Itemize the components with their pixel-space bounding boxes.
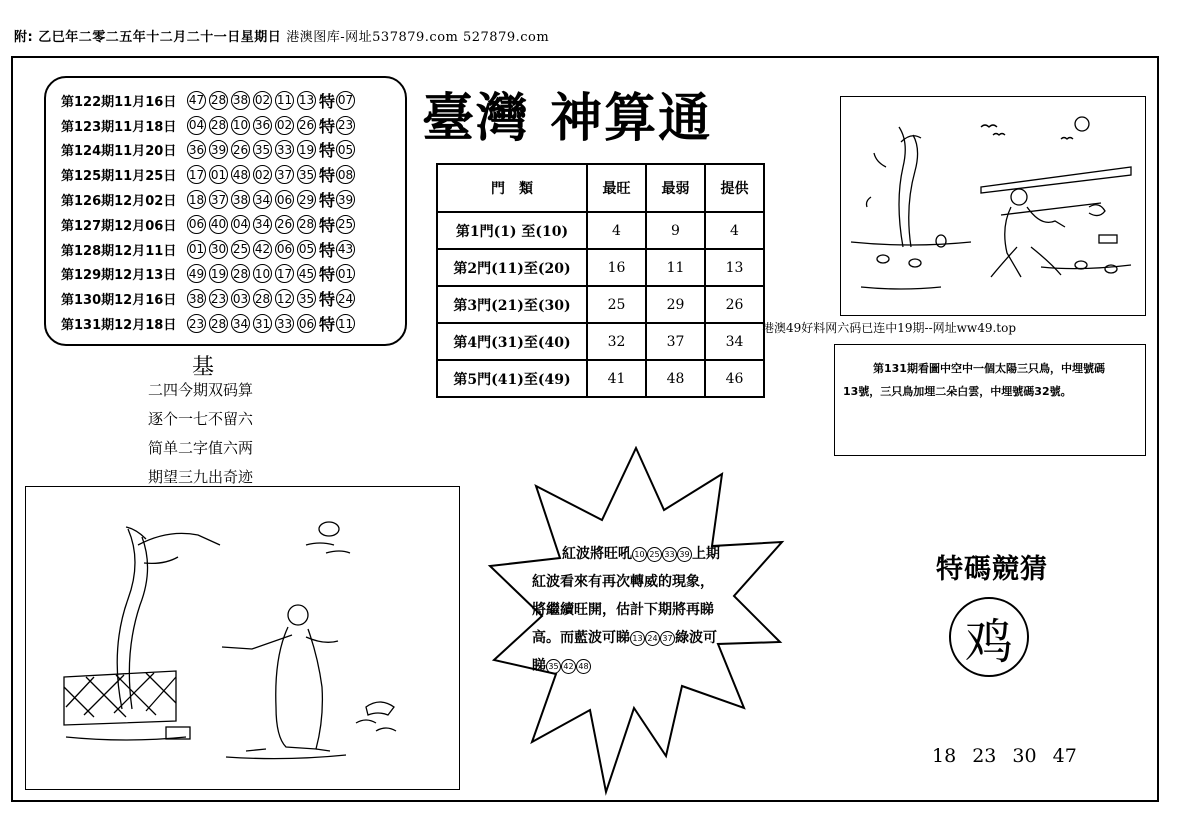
number-ball: 06 (275, 240, 294, 259)
date-text: 附: 乙巳年二零二五年十二月二十一日星期日 (14, 30, 282, 45)
star-line (532, 540, 764, 568)
cloud-lines (306, 543, 350, 553)
table-cell: 46 (705, 360, 764, 397)
table-cell: 48 (646, 360, 705, 397)
table-cell: 11 (646, 249, 705, 286)
number-ball: 36 (187, 140, 206, 159)
special-ball: 05 (336, 140, 355, 159)
star-line-text: 綠波可 (675, 630, 717, 646)
tree-trunk (117, 529, 147, 709)
poem-line: 二四今期双码算 (148, 381, 254, 399)
special-marker: 特 (319, 141, 336, 161)
poem-line: 逐个一七不留六 (148, 410, 254, 428)
number-ball: 26 (297, 116, 316, 135)
number-ball: 33 (275, 314, 294, 333)
table-row (437, 286, 764, 323)
monk-body (991, 207, 1065, 277)
number-ball: 25 (231, 240, 250, 259)
rock-shape (909, 259, 921, 267)
table-cell: 26 (705, 286, 764, 323)
number-ball: 04 (187, 116, 206, 135)
table-cell: 4 (705, 212, 764, 249)
number-ball: 10 (253, 264, 272, 283)
number-ball: 45 (297, 264, 316, 283)
guess-title: 特碼競猜 (936, 554, 1048, 585)
hint-box (834, 344, 1146, 456)
special-marker: 特 (319, 116, 336, 136)
header-cell: 門 類 (437, 164, 587, 212)
number-ball: 28 (297, 215, 316, 234)
number-ball: 30 (209, 240, 228, 259)
history-list (44, 76, 407, 346)
number-ball: 01 (187, 240, 206, 259)
number-ball: 48 (231, 165, 250, 184)
number-ball: 13 (630, 631, 645, 646)
number-ball: 35 (297, 165, 316, 184)
table-cell: 34 (705, 323, 764, 360)
special-ball: 07 (336, 91, 355, 110)
number-ball: 40 (209, 215, 228, 234)
number-ball: 06 (187, 215, 206, 234)
site-text: 港澳图库-网址537879.com 527879.com (286, 30, 550, 45)
number-ball: 42 (561, 659, 576, 674)
number-ball: 29 (297, 190, 316, 209)
scholar-feet (246, 749, 330, 751)
star-line: 紅波看來有再次轉威的現象， (532, 574, 714, 590)
history-date-label: 第126期12月02日 (61, 194, 177, 210)
number-ball: 47 (187, 91, 206, 110)
number-ball: 35 (253, 140, 272, 159)
monk-drawing (841, 97, 1144, 314)
gate-name: 第5門(41)至(49) (437, 360, 587, 397)
special-ball: 08 (336, 165, 355, 184)
rock-shape (1105, 265, 1117, 273)
number-ball: 36 (253, 116, 272, 135)
history-date-label: 第123期11月18日 (61, 119, 177, 135)
special-ball: 39 (336, 190, 355, 209)
special-ball: 43 (336, 240, 355, 259)
number-ball: 19 (209, 264, 228, 283)
rock-shape (1075, 261, 1087, 269)
number-ball: 49 (187, 264, 206, 283)
history-row (61, 262, 405, 287)
special-marker: 特 (319, 191, 336, 211)
history-row (61, 113, 405, 138)
number-ball: 33 (275, 140, 294, 159)
special-marker: 特 (319, 265, 336, 285)
scholar-head (288, 605, 308, 625)
guess-numbers: 18 23 30 47 (932, 745, 1077, 767)
number-ball: 02 (275, 116, 294, 135)
special-marker: 特 (319, 240, 336, 260)
special-marker: 特 (319, 215, 336, 235)
table-cell: 41 (587, 360, 646, 397)
special-ball: 24 (336, 289, 355, 308)
history-date-label: 第122期11月16日 (61, 94, 177, 110)
number-ball: 05 (297, 240, 316, 259)
table-row (437, 249, 764, 286)
scholar-illustration (25, 486, 460, 790)
table-cell: 32 (587, 323, 646, 360)
hint-line: 第131期看圖中空中一個太陽三只鳥，中埋號碼 (873, 362, 1105, 375)
history-row (61, 237, 405, 262)
history-row (61, 88, 405, 113)
scholar-arms (222, 635, 338, 649)
table-cell: 4 (587, 212, 646, 249)
poem-line: 期望三九出奇迹 (148, 468, 254, 486)
bird-shape (981, 125, 997, 127)
special-ball: 25 (336, 215, 355, 234)
table-cell: 29 (646, 286, 705, 323)
special-ball: 11 (336, 314, 355, 333)
special-ball: 23 (336, 116, 355, 135)
table-row (437, 323, 764, 360)
number-ball: 17 (275, 264, 294, 283)
table-row (437, 212, 764, 249)
number-ball: 24 (645, 631, 660, 646)
number-ball: 19 (297, 140, 316, 159)
number-ball: 34 (253, 190, 272, 209)
number-ball: 26 (231, 140, 250, 159)
history-row (61, 162, 405, 187)
header-cell: 最弱 (646, 164, 705, 212)
history-date-label: 第130期12月16日 (61, 293, 177, 309)
star-line: 將繼續旺開，估計下期將再睇 (532, 602, 714, 618)
rock-shape (877, 255, 889, 263)
number-ball: 12 (275, 289, 294, 308)
number-ball: 23 (187, 314, 206, 333)
number-ball: 39 (677, 547, 692, 562)
number-ball: 34 (253, 215, 272, 234)
number-ball: 35 (546, 659, 561, 674)
number-ball: 03 (231, 289, 250, 308)
history-date-label: 第124期11月20日 (61, 144, 177, 160)
tree-branches (126, 527, 220, 563)
table-row (437, 360, 764, 397)
ground-lines (851, 242, 1131, 289)
special-marker: 特 (319, 166, 336, 186)
hint-line: 13號，三只鳥加埋二朵白雲，中埋號碼32號。 (843, 385, 1072, 398)
bird-shape (993, 134, 1005, 136)
history-date-label: 第128期12月11日 (61, 243, 177, 259)
axe-shape (1089, 205, 1105, 216)
history-row (61, 187, 405, 212)
shoe-shape (366, 702, 394, 715)
history-date-label: 第129期12月13日 (61, 268, 177, 284)
history-row (61, 311, 405, 336)
bird-shape (1061, 138, 1073, 140)
number-ball: 38 (187, 289, 206, 308)
poem-line: 简单二字值六两 (148, 439, 254, 457)
number-ball: 35 (297, 289, 316, 308)
sun-shape (1075, 117, 1089, 131)
gate-table (436, 163, 765, 398)
gate-name: 第3門(21)至(30) (437, 286, 587, 323)
number-ball: 48 (576, 659, 591, 674)
number-ball: 10 (231, 116, 250, 135)
history-row (61, 138, 405, 163)
number-ball: 02 (253, 165, 272, 184)
number-ball: 28 (209, 314, 228, 333)
guess-animal: 鸡 (949, 597, 1029, 677)
table-cell: 13 (705, 249, 764, 286)
star-line-text: 紅波將旺吼 (562, 546, 632, 562)
number-ball: 37 (275, 165, 294, 184)
number-ball: 18 (187, 190, 206, 209)
header-cell: 提供 (705, 164, 764, 212)
star-line (532, 624, 764, 652)
main-title: 臺灣 神算通 (422, 88, 713, 149)
header-line (14, 26, 549, 45)
number-ball: 06 (297, 314, 316, 333)
scholar-robe (276, 627, 323, 749)
number-ball: 25 (647, 547, 662, 562)
gate-name: 第1門(1) 至(10) (437, 212, 587, 249)
number-ball: 10 (632, 547, 647, 562)
number-ball: 01 (209, 165, 228, 184)
number-ball: 28 (209, 116, 228, 135)
number-ball: 28 (253, 289, 272, 308)
poem-title: 基 (192, 355, 215, 380)
tree-trunk (899, 127, 918, 247)
number-ball: 26 (275, 215, 294, 234)
number-ball: 39 (209, 140, 228, 159)
table-cell: 16 (587, 249, 646, 286)
ground-lines (356, 720, 396, 731)
history-row (61, 286, 405, 311)
star-line-text: 上期 (692, 546, 720, 562)
number-ball: 13 (297, 91, 316, 110)
table-cell: 37 (646, 323, 705, 360)
history-row (61, 212, 405, 237)
star-line-text: 睇 (532, 658, 546, 674)
history-date-label: 第131期12月18日 (61, 318, 177, 334)
special-marker: 特 (319, 290, 336, 310)
number-ball: 28 (209, 91, 228, 110)
star-line (532, 652, 764, 680)
number-ball: 06 (275, 190, 294, 209)
number-ball: 33 (662, 547, 677, 562)
table-cell: 25 (587, 286, 646, 323)
monk-head (1011, 189, 1027, 205)
number-ball: 17 (187, 165, 206, 184)
gate-name: 第4門(31)至(40) (437, 323, 587, 360)
table-cell: 9 (646, 212, 705, 249)
special-marker: 特 (319, 315, 336, 335)
gate-name: 第2門(11)至(20) (437, 249, 587, 286)
tree-branches (867, 136, 922, 207)
special-marker: 特 (319, 91, 336, 111)
number-ball: 34 (231, 314, 250, 333)
number-ball: 42 (253, 240, 272, 259)
table-header-row (437, 164, 764, 212)
number-ball: 31 (253, 314, 272, 333)
number-ball: 38 (231, 91, 250, 110)
header-cell: 最旺 (587, 164, 646, 212)
monk-illustration (840, 96, 1146, 316)
gourd-shape (936, 235, 946, 247)
roof-shape (981, 167, 1131, 193)
number-ball: 11 (275, 91, 294, 110)
number-ball: 23 (209, 289, 228, 308)
number-ball: 37 (660, 631, 675, 646)
history-date-label: 第127期12月06日 (61, 218, 177, 234)
site-note: 港澳49好料网六码已连中19期--网址ww49.top (762, 321, 1017, 335)
number-ball: 37 (209, 190, 228, 209)
number-ball: 38 (231, 190, 250, 209)
star-line-text: 高。而藍波可睇 (532, 630, 630, 646)
number-ball: 04 (231, 215, 250, 234)
special-ball: 01 (336, 264, 355, 283)
number-ball: 28 (231, 264, 250, 283)
history-date-label: 第125期11月25日 (61, 169, 177, 185)
star-text (532, 540, 764, 680)
scholar-drawing (26, 487, 458, 788)
box-shape (1099, 235, 1117, 243)
number-ball: 02 (253, 91, 272, 110)
moon-shape (319, 522, 339, 536)
